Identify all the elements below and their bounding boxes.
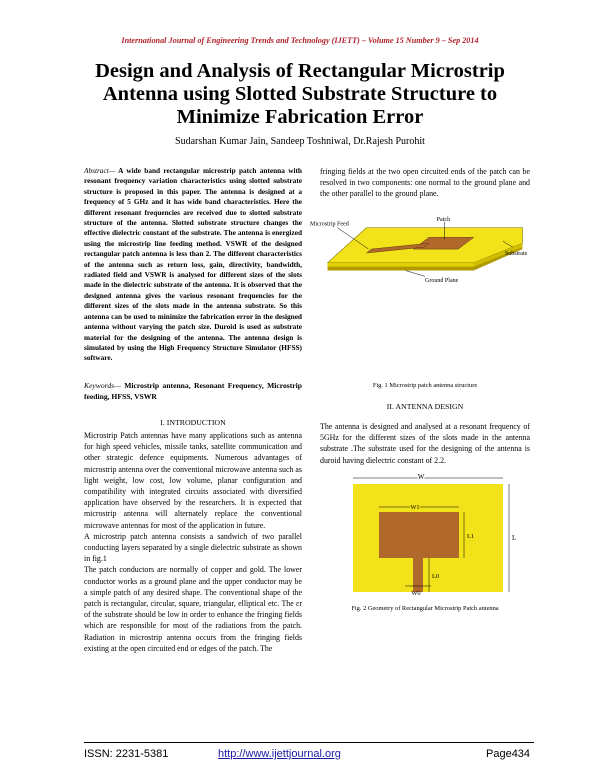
authors: Sudarshan Kumar Jain, Sandeep Toshniwal, Dr.Rajesh Purohit bbox=[175, 136, 425, 147]
patch-rect bbox=[379, 512, 459, 558]
paper-title bbox=[40, 60, 560, 129]
footer-url-link[interactable]: http://www.ijettjournal.org bbox=[218, 748, 341, 760]
ground-leader bbox=[406, 271, 425, 277]
label-l0: L0 bbox=[432, 573, 440, 580]
abstract-lead: Abstract— bbox=[84, 166, 116, 175]
title-line-1: Design and Analysis of Rectangular Microstrip bbox=[95, 60, 505, 82]
label-microstrip-feed: Microstrip Feed bbox=[310, 221, 349, 228]
label-l: L bbox=[512, 534, 517, 542]
figure-2-caption: Fig. 2 Geometry of Rectangular Microstrip Patch antenna bbox=[351, 605, 499, 612]
feed-rect bbox=[413, 558, 423, 592]
intro-paragraph-2: A microstrip patch antenna consists a sandwich of two parallel conducting layers separated by a single dielectric substrate as shown in fig.1 bbox=[84, 531, 302, 564]
figure-2-geometry bbox=[343, 474, 518, 598]
footer-divider bbox=[84, 742, 534, 743]
footer-issn: ISSN: 2231-5381 bbox=[84, 748, 169, 760]
label-ground-plane: Ground Plane bbox=[425, 278, 459, 285]
design-text: The antenna is designed and analysed at a resonant frequency of 5GHz for the different sizes of the slots made in the antenna substrate .The substrate used for the designing of the antenna is duroid having dielectric constant of 2.2. bbox=[320, 422, 530, 465]
substrate-front bbox=[328, 263, 474, 267]
figure-1-antenna-structure bbox=[305, 214, 545, 290]
abstract bbox=[84, 166, 302, 364]
intro-body bbox=[84, 430, 302, 654]
keywords-lead: Keywords— bbox=[84, 381, 121, 390]
label-w: W bbox=[417, 474, 425, 481]
figure-1-caption: Fig. 1 Microstrip patch antenna structure bbox=[372, 382, 478, 389]
intro-paragraph-3: The patch conductors are normally of copper and gold. The lower conductor works as a ground plane and the upper conductor may be a simple patch of any desired shape. The conventional shape of the patch is rectangular, circular, square, triangular, elliptical etc. The εr of the substrate should be low in order to enhance the fringing fields which are responsible for most of the radiations from the patch. Radiation in microstrip antenna occurs from the fringing fields existing at the open circuited end or edges of the patch. The bbox=[84, 565, 302, 653]
title-line-3: Minimize Fabrication Error bbox=[176, 106, 424, 128]
abstract-text: A wide band rectangular microstrip patch antenna with resonant frequency variation characteristics using slotted substrate structure is proposed in this paper. The antenna is designed at a frequency of 5 GHz and it has wide band characteristics. Here the different resonant frequencies are received due to slotted substrate structure of the antenna. Slotted substrate structure changes the effective dielectric constant of the substrate. The antenna is energized using the microstrip line feeding method. VSWR of the designed rectangular patch antenna is less than 2. The different characteristics of the antenna such as return loss, gain, directivity, bandwidth, radiated field and VSWR is analysed for different sizes of the slots made in the dielectric substrate of the antenna. It is observed that the designed antenna gives the various resonant frequencies for the different sizes of the slots made in the antenna substrate. So this antenna can be used to minimize the fabrication error in the designed antenna without varying the patch size. Duroid is used as substrate material for the designing of the antenna. The antenna design is simulated by using the High Frequency Structure Simulator (HFSS) software. bbox=[84, 166, 302, 363]
right-column-text: fringing fields at the two open circuited ends of the patch can be resolved in two components: one normal to the ground plane and the other parallel to the ground plane. bbox=[320, 167, 530, 199]
intro-paragraph-1: Microstrip Patch antennas have many applications such as antenna for high speed vehicles, missile tanks, satellite communication and other strategic defence equipments. Numerous advantages of microstrip antenna over the conventional microwave antenna such as light weight, low cost, low volume, planar configuration and compatibility with integrated circuits associated with diversified application have observed by the researchers. It is expected that microstrip antenna will alternately replace the conventional microwave antennas for most of the application in future. bbox=[84, 431, 302, 530]
title-line-2: Antenna using Slotted Substrate Structure to bbox=[102, 83, 498, 105]
design-heading: II. ANTENNA DESIGN bbox=[386, 402, 464, 411]
label-w0: W0 bbox=[411, 590, 421, 597]
footer-page-number: Page434 bbox=[486, 748, 531, 760]
intro-heading: I. INTRODUCTION bbox=[160, 418, 226, 427]
keywords bbox=[84, 380, 302, 402]
keywords-text: Microstrip antenna, Resonant Frequency, Microstrip feeding, HFSS, VSWR bbox=[84, 381, 302, 401]
label-patch: Patch bbox=[436, 216, 451, 223]
label-substrate: Substrate bbox=[504, 250, 528, 257]
journal-header: International Journal of Engineering Trends and Technology (IJETT) – Volume 15 Number 9 – Sep 2014 bbox=[121, 36, 479, 45]
label-l1: L1 bbox=[467, 533, 475, 540]
label-w1: W1 bbox=[410, 504, 420, 511]
